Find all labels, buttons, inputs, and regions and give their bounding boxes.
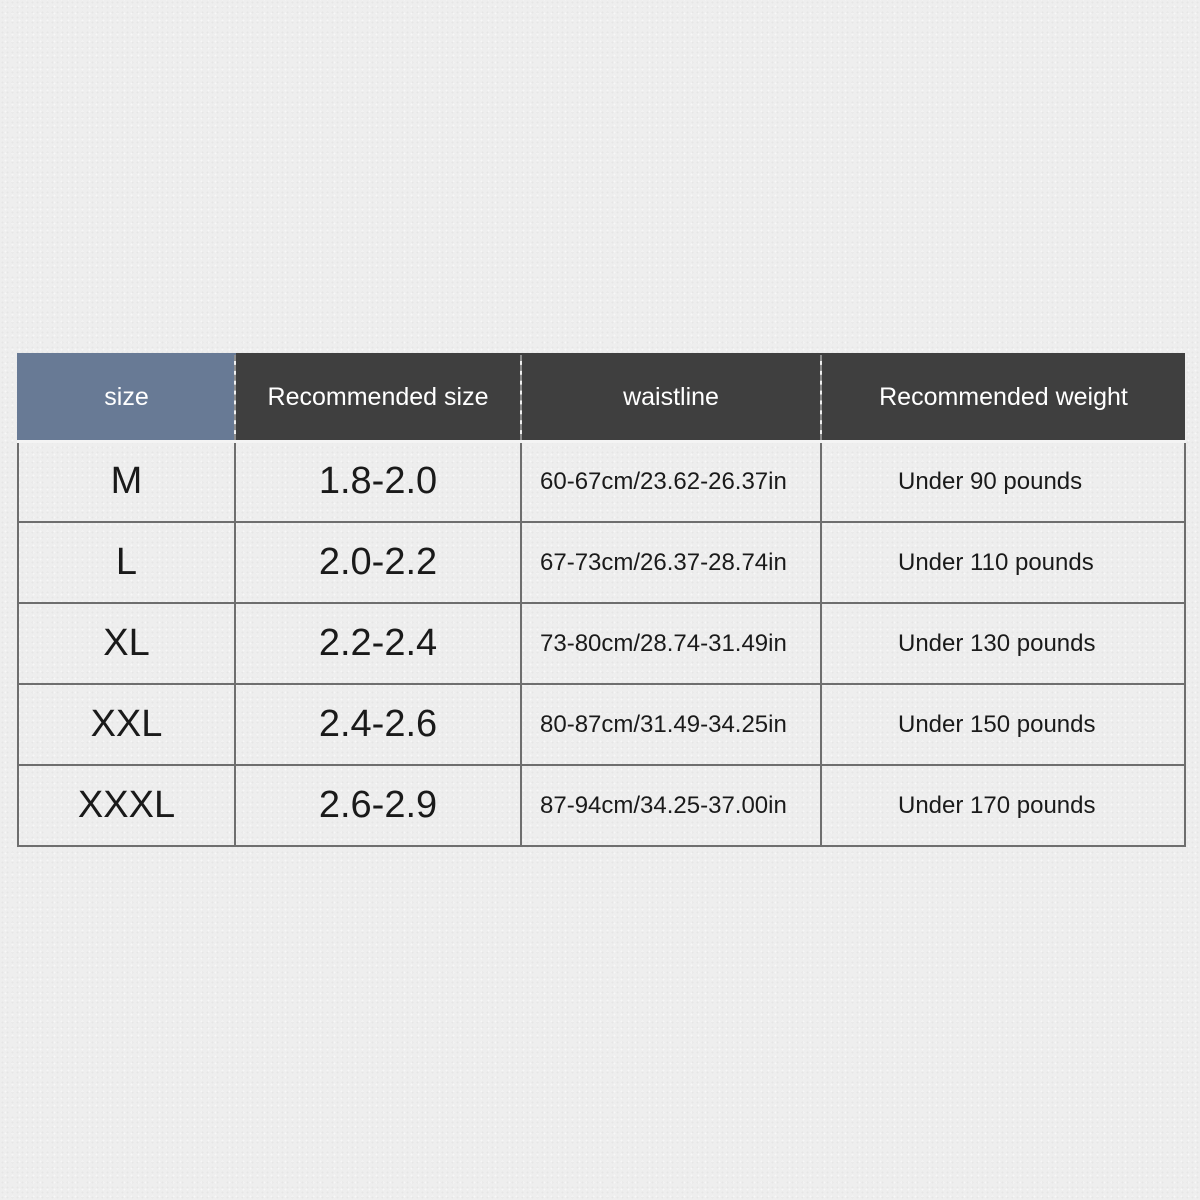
- weight-cell: Under 90 pounds: [821, 441, 1185, 522]
- recommended-size-cell: 2.0-2.2: [235, 522, 521, 603]
- weight-cell: Under 130 pounds: [821, 603, 1185, 684]
- weight-cell: Under 170 pounds: [821, 765, 1185, 846]
- size-chart-table: [17, 353, 1186, 847]
- waistline-cell: 87-94cm/34.25-37.00in: [521, 765, 821, 846]
- waistline-cell: 73-80cm/28.74-31.49in: [521, 603, 821, 684]
- header-waistline: waistline: [521, 354, 821, 441]
- size-cell: L: [18, 522, 235, 603]
- size-cell: XXXL: [18, 765, 235, 846]
- table-row: [18, 684, 1185, 765]
- waistline-cell: 80-87cm/31.49-34.25in: [521, 684, 821, 765]
- table-row: [18, 441, 1185, 522]
- waistline-cell: 60-67cm/23.62-26.37in: [521, 441, 821, 522]
- weight-cell: Under 110 pounds: [821, 522, 1185, 603]
- table-row: [18, 603, 1185, 684]
- recommended-size-cell: 2.4-2.6: [235, 684, 521, 765]
- header-recommended-size: Recommended size: [235, 354, 521, 441]
- recommended-size-cell: 2.6-2.9: [235, 765, 521, 846]
- header-recommended-weight: Recommended weight: [821, 354, 1185, 441]
- header-size: size: [18, 354, 235, 441]
- size-cell: XXL: [18, 684, 235, 765]
- waistline-cell: 67-73cm/26.37-28.74in: [521, 522, 821, 603]
- recommended-size-cell: 2.2-2.4: [235, 603, 521, 684]
- recommended-size-cell: 1.8-2.0: [235, 441, 521, 522]
- table-row: [18, 765, 1185, 846]
- size-cell: XL: [18, 603, 235, 684]
- size-cell: M: [18, 441, 235, 522]
- header-row: [18, 354, 1185, 441]
- table-row: [18, 522, 1185, 603]
- weight-cell: Under 150 pounds: [821, 684, 1185, 765]
